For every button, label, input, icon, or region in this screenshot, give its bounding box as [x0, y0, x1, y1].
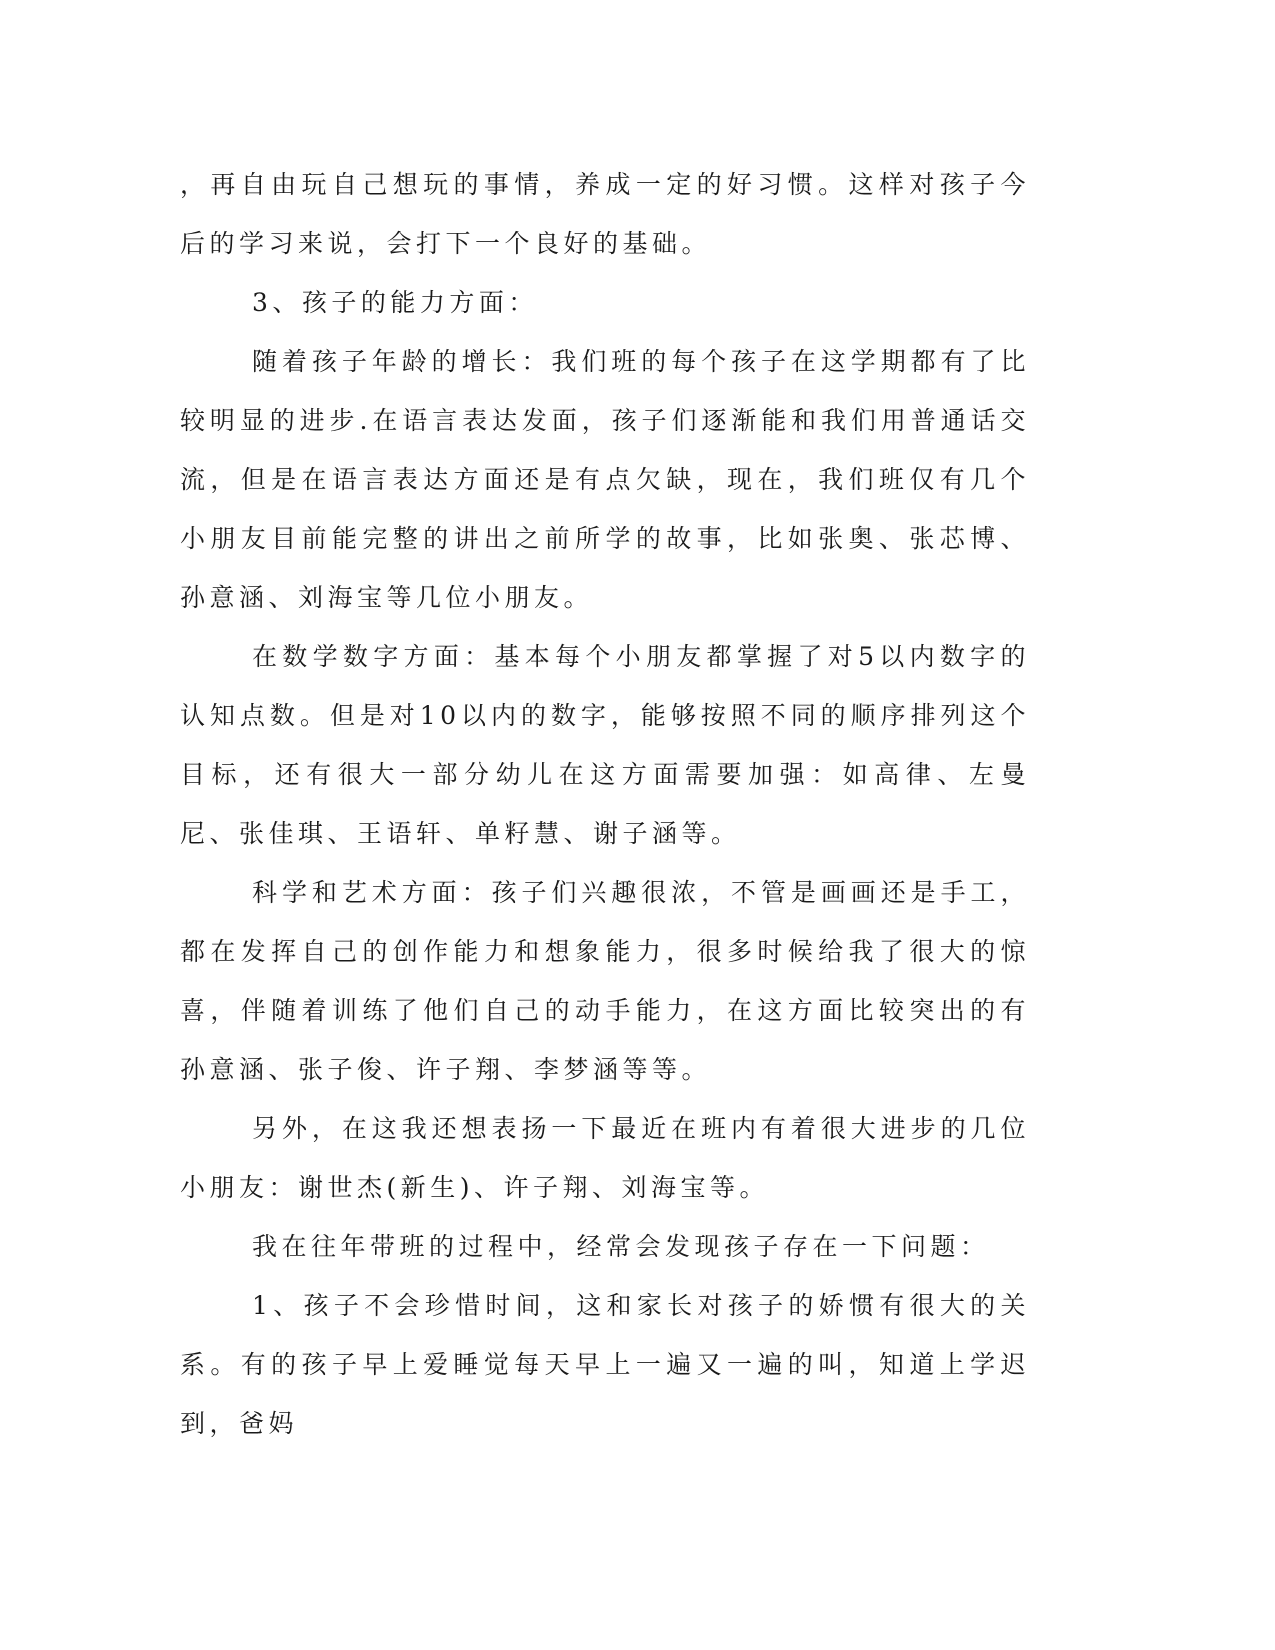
paragraph-science-art: 科学和艺术方面：孩子们兴趣很浓，不管是画画还是手工，都在发挥自己的创作能力和想象能力，很多时候给我了很大的惊喜，伴随着训练了他们自己的动手能力，在这方面比较突出的有孙意涵、张子俊、许子翔、李梦涵等等。 [180, 878, 1030, 1084]
paragraph-praise: 另外，在这我还想表扬一下最近在班内有着很大进步的几位小朋友：谢世杰(新生)、许子翔、刘海宝等。 [180, 1114, 1030, 1202]
section-heading-abilities: 3、孩子的能力方面： [252, 288, 538, 317]
document-body [180, 155, 1030, 1453]
paragraph-language: 随着孩子年龄的增长：我们班的每个孩子在这学期都有了比较明显的进步.在语言表达发面，孩子们逐渐能和我们用普通话交流，但是在语言表达方面还是有点欠缺，现在，我们班仅有几个小朋友目前能完整的讲出之前所学的故事，比如张奥、张芯博、孙意涵、刘海宝等几位小朋友。 [180, 347, 1030, 612]
paragraph-math: 在数学数字方面：基本每个小朋友都掌握了对5以内数字的认知点数。但是对10以内的数字，能够按照不同的顺序排列这个目标，还有很大一部分幼儿在这方面需要加强：如高律、左曼尼、张佳琪、王语轩、单籽慧、谢子涵等。 [180, 642, 1030, 848]
paragraph-problem-1: 1、孩子不会珍惜时间，这和家长对孩子的娇惯有很大的关系。有的孩子早上爱睡觉每天早上一遍又一遍的叫，知道上学迟到，爸妈 [180, 1291, 1030, 1438]
paragraph-continuation: ，再自由玩自己想玩的事情，养成一定的好习惯。这样对孩子今后的学习来说，会打下一个良好的基础。 [180, 170, 1030, 258]
paragraph-problems-intro: 我在往年带班的过程中，经常会发现孩子存在一下问题： [252, 1232, 990, 1261]
